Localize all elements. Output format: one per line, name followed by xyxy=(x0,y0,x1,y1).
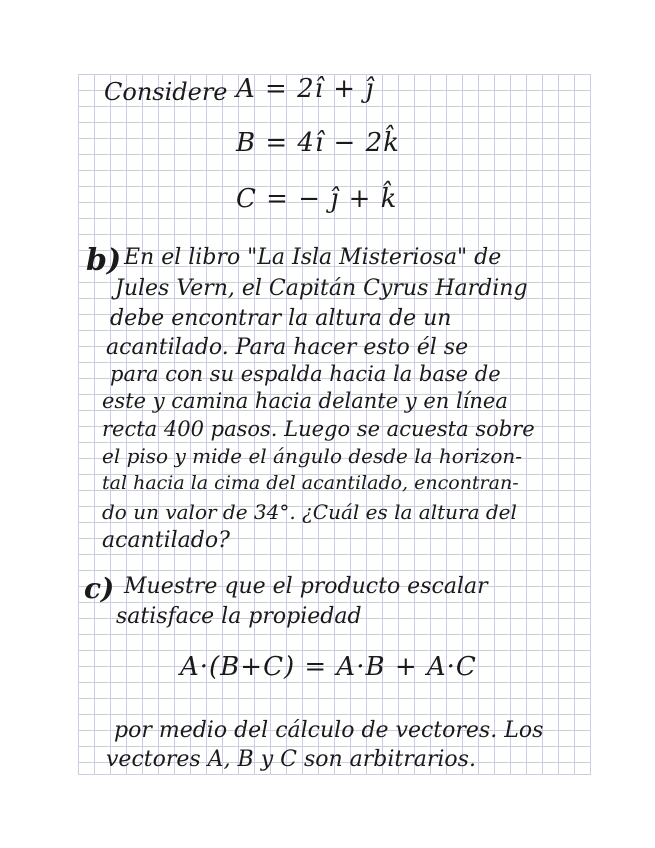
part-c-line-1: Muestre que el producto escalar xyxy=(124,574,488,599)
part-c-marker: c) xyxy=(84,572,115,605)
part-b-marker: b) xyxy=(86,243,122,278)
part-b-line-10: do un valor de 34°. ¿Cuál es la altura del xyxy=(102,500,517,524)
part-c-line-2: satisface la propiedad xyxy=(116,604,362,629)
part-b-line-8: el piso y mide el ángulo desde la horizon- xyxy=(102,444,523,468)
part-b-line-6: este y camina hacia delante y en línea xyxy=(102,389,508,413)
part-c-closing-line-1: por medio del cálculo de vectores. Los xyxy=(114,718,544,743)
part-c-closing-line-2: vectores A, B y C son arbitrarios. xyxy=(106,747,476,772)
part-b-line-9: tal hacia la cima del acantilado, encontran- xyxy=(102,472,519,494)
part-b-line-5: para con su espalda hacia la base de xyxy=(110,362,501,386)
considere-label: Considere xyxy=(104,78,228,106)
part-b-line-2: Jules Vern, el Capitán Cyrus Harding xyxy=(115,276,528,301)
part-b-line-1: En el libro "La Isla Misteriosa" de xyxy=(124,245,502,270)
part-b-line-11: acantilado? xyxy=(102,528,230,553)
vector-c-definition: C = − ĵ + k̂ xyxy=(236,184,398,214)
dot-product-equation: A·(B+C) = A·B + A·C xyxy=(180,652,477,682)
vector-b-definition: B = 4î − 2k̂ xyxy=(236,128,400,158)
part-b-line-3: debe encontrar la altura de un xyxy=(110,306,452,331)
vector-a-definition: A = 2î + ĵ xyxy=(236,74,375,104)
part-b-line-4: acantilado. Para hacer esto él se xyxy=(106,335,469,360)
part-b-line-7: recta 400 pasos. Luego se acuesta sobre xyxy=(102,417,535,441)
